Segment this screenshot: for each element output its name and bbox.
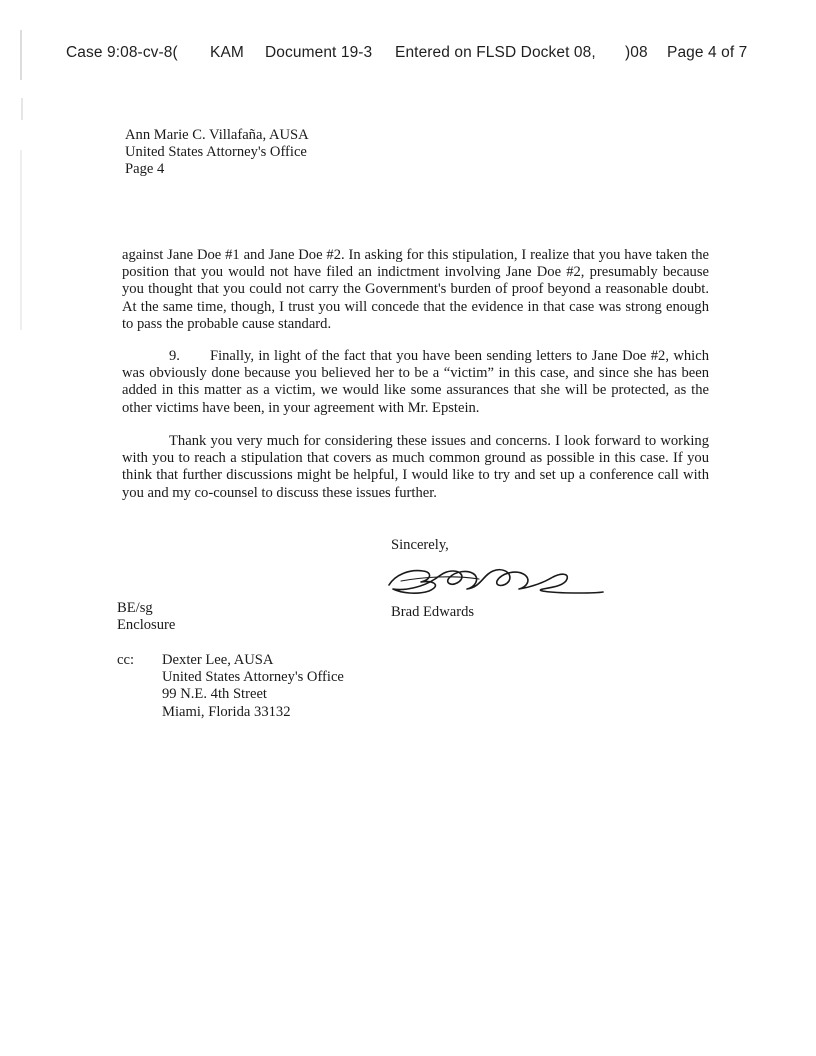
handwritten-signature: [383, 553, 608, 605]
docket-year-fragment: )08: [625, 44, 648, 61]
page-count: Page 4 of 7: [667, 44, 748, 61]
paragraph-nine: [122, 348, 709, 417]
paragraph-nine-text: Finally, in light of the fact that you have been sending letters to Jane Doe #2, which was obviously done because you believed her to be a “victim” in this case, and since she has been added in this matter as a victim, we would like some assurances that she will be protected, as the other victims have been, in your agreement with Mr. Epstein.: [122, 348, 709, 416]
docket-entry: Entered on FLSD Docket 08,: [395, 44, 596, 61]
enclosure-note: Enclosure: [117, 617, 176, 634]
addressee-office: United States Attorney's Office: [125, 144, 307, 161]
paragraph-stipulation: against Jane Doe #1 and Jane Doe #2. In asking for this stipulation, I realize that you have taken the position that you would not have filed an indictment involving Jane Doe #2, presumably because you thought that you could not carry the Government's burden of proof beyond a reasonable doubt. At the same time, though, I trust you will concede that the evidence in that case was strong enough to pass the probable cause standard.: [122, 247, 709, 332]
typist-initials: BE/sg: [117, 600, 153, 616]
cc-recipient: [162, 652, 344, 721]
addressee-page: Page 4: [125, 161, 165, 178]
addressee-block: [125, 127, 309, 179]
cc-label: cc:: [117, 652, 135, 668]
scan-margin-marks: [20, 30, 24, 390]
cc-city: Miami, Florida 33132: [162, 703, 291, 720]
paragraph-number: 9.: [169, 348, 180, 364]
judge-initials: KAM: [210, 44, 244, 61]
cc-name: Dexter Lee, AUSA: [162, 652, 274, 668]
signer-name: Brad Edwards: [391, 604, 475, 620]
addressee-name: Ann Marie C. Villafaña, AUSA: [125, 127, 309, 143]
case-number: Case 9:08-cv-8(: [66, 44, 178, 61]
cc-office: United States Attorney's Office: [162, 669, 344, 686]
paragraph-closing: Thank you very much for considering these issues and concerns. I look forward to working with you to reach a stipulation that covers as much common ground as possible in this case. If you think that further discussions might be helpful, I would like to try and set up a conference call with you and my co-counsel to discuss these issues further.: [122, 433, 709, 501]
cc-street: 99 N.E. 4th Street: [162, 686, 267, 703]
salutation: Sincerely,: [391, 537, 449, 553]
document-number: Document 19-3: [265, 44, 373, 61]
initials-block: [117, 600, 175, 634]
court-filing-header: [0, 44, 816, 68]
